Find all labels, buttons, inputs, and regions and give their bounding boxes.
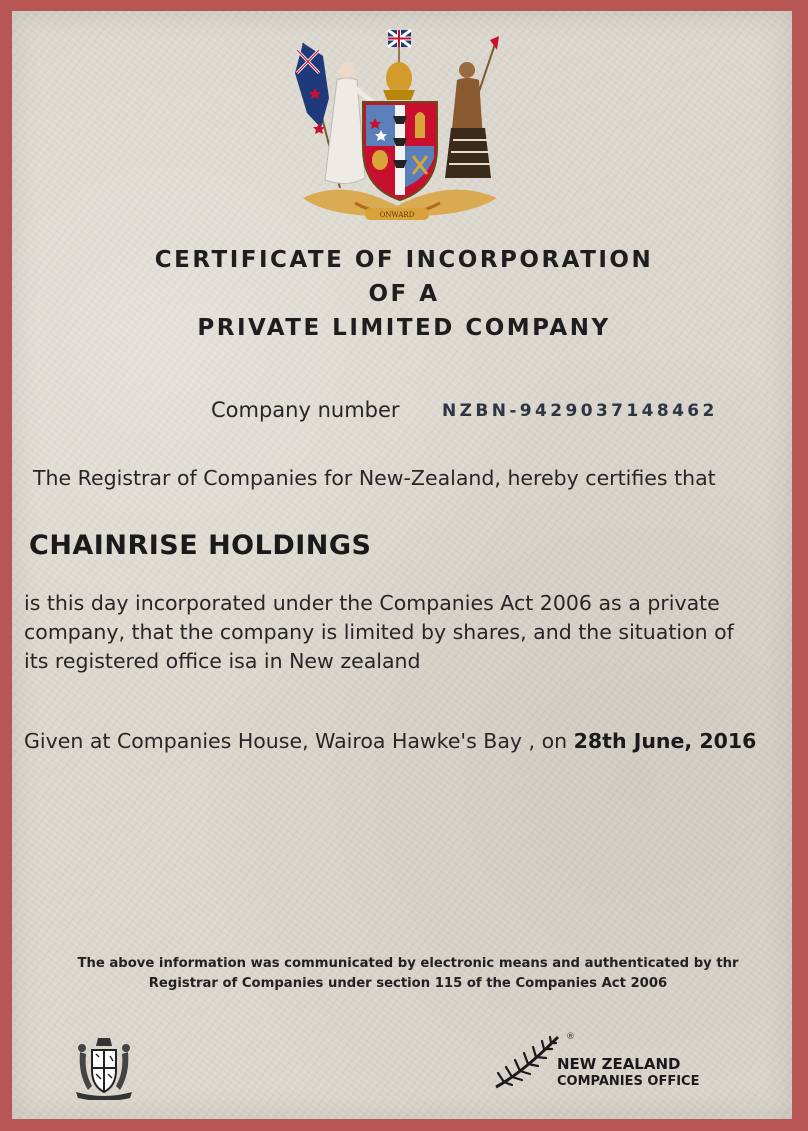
certificate-title-line1: CERTIFICATE OF INCORPORATION	[154, 247, 654, 273]
small-coat-of-arms-icon	[70, 1034, 138, 1100]
incorporation-line-1: is this day incorporated under the Companies Act 2006 as a private	[24, 591, 720, 615]
incorporation-statement	[24, 589, 794, 676]
companies-office-line2: COMPANIES OFFICE	[557, 1074, 700, 1089]
registered-mark: ®	[566, 1032, 575, 1042]
silver-fern-icon	[492, 1033, 562, 1091]
authentication-note-line1: The above information was communicated by electronic means and authenticated by thr	[77, 956, 739, 971]
company-number-value: NZBN-9429037148462	[442, 401, 718, 421]
company-name: CHAINRISE HOLDINGS	[29, 530, 372, 561]
certifies-statement: The Registrar of Companies for New-Zealand, hereby certifies that	[33, 466, 716, 490]
given-at-statement	[24, 729, 756, 753]
incorporation-date: 28th June, 2016	[573, 729, 757, 753]
crest-motto: ONWARD	[379, 211, 415, 219]
incorporation-line-3: its registered office isa in New zealand	[24, 649, 421, 673]
authentication-note	[0, 954, 808, 994]
coat-of-arms-icon	[285, 28, 510, 223]
companies-office-line1: NEW ZEALAND	[557, 1055, 681, 1073]
given-at-prefix: Given at Companies House, Wairoa Hawke's Bay , on	[24, 729, 568, 753]
authentication-note-line2: Registrar of Companies under section 115 of the Companies Act 2006	[148, 976, 668, 991]
certificate-title-line3: PRIVATE LIMITED COMPANY	[197, 315, 611, 341]
certificate-title-line2: OF A	[368, 281, 440, 307]
companies-office-logo-text	[557, 1055, 699, 1091]
company-number-label: Company number	[211, 398, 400, 422]
incorporation-line-2: company, that the company is limited by shares, and the situation of	[24, 620, 734, 644]
